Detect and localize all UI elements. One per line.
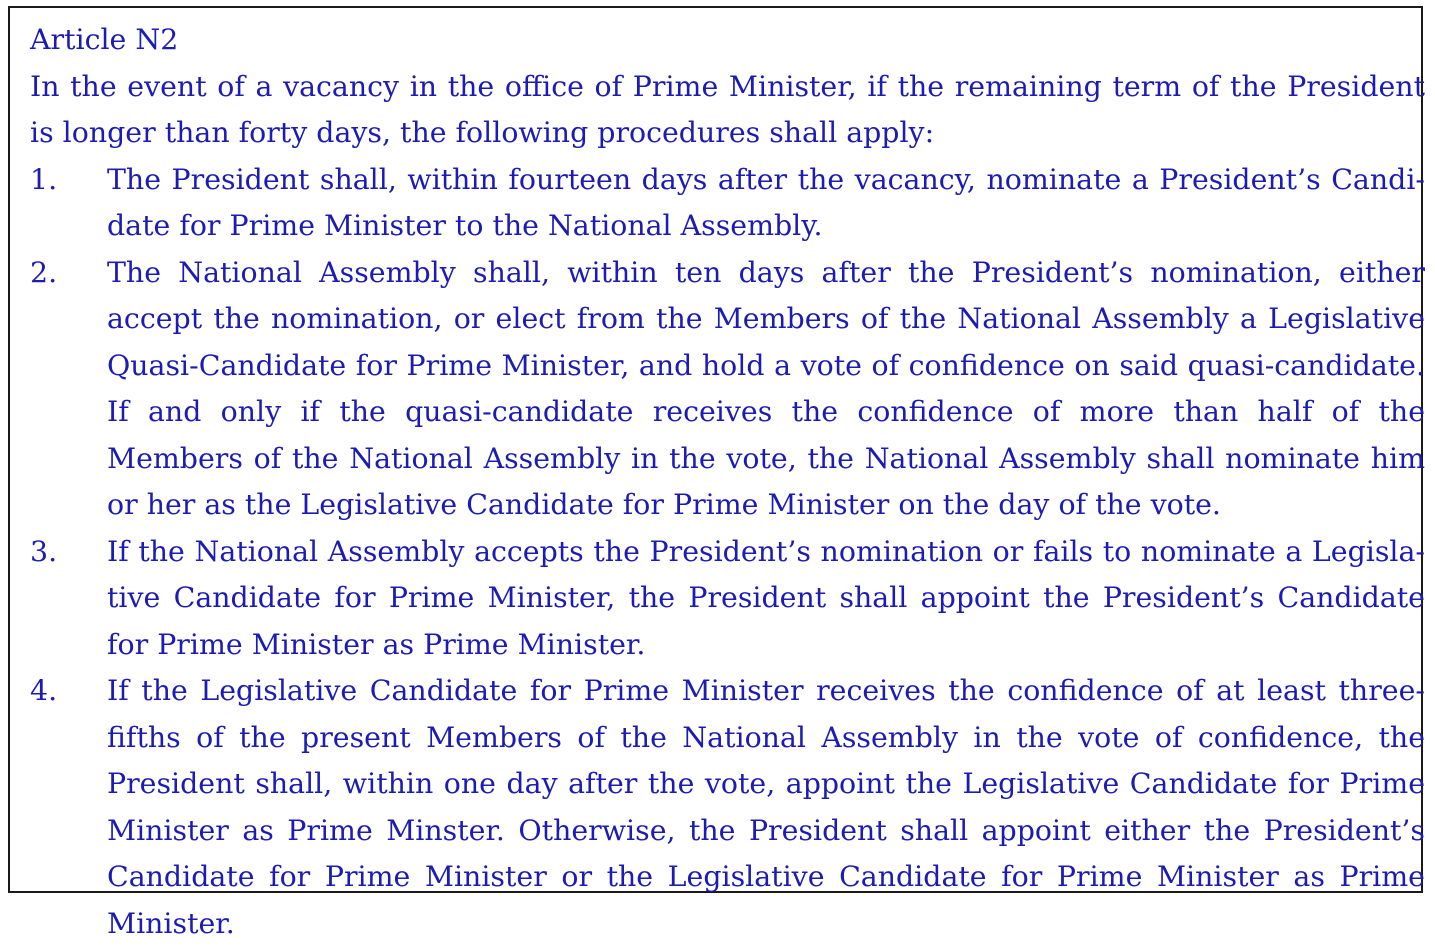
item-text: If the National Assembly accepts the President’s nomination or fails to nominate a Legislative Candidate for Prime Minister, the President shall appoint the President’s Candidate for Prime Minister as Prime Minister. [107,535,1425,661]
procedure-item-2 [30,250,1425,529]
item-text: The National Assembly shall, within ten days after the President’s nomination, either accept the nomination, or elect from the Members of the National Assembly a Legislative Quasi-Candidate for Prime Minister, and hold a vote of confidence on said quasi-candidate. If and only if the quasi-candidate receives the confidence of more than half of the Members of the National Assembly in the vote, the National Assembly shall nominate him or her as the Legislative Candidate for Prime Minister on the day of the vote. [107,256,1425,522]
item-number: 2. [30,250,57,297]
item-number: 1. [30,157,57,204]
article-content [30,17,1425,947]
article-box [8,6,1423,893]
procedure-item-3 [30,529,1425,669]
procedure-list [30,157,1425,947]
procedure-item-1 [30,157,1425,250]
article-title: Article N2 [30,17,1425,64]
item-text: If the Legislative Candidate for Prime Minister receives the confidence of at least three-fifths of the present Members of the National Assembly in the vote of confidence, the President shall, within one day after the vote, appoint the Legislative Candidate for Prime Minister as Prime Minster. Otherwise, the President shall appoint either the President’s Candidate for Prime Minister or the Legislative Candidate for Prime Minister as Prime Minister. [107,674,1425,940]
item-number: 4. [30,668,57,715]
item-number: 3. [30,529,57,576]
article-intro: In the event of a vacancy in the office of Prime Minister, if the remaining term of the President is longer than forty days, the following procedures shall apply: [30,64,1425,157]
item-text: The President shall, within fourteen days after the vacancy, nominate a President’s Candidate for Prime Minister to the National Assembly. [107,163,1425,243]
procedure-item-4 [30,668,1425,947]
